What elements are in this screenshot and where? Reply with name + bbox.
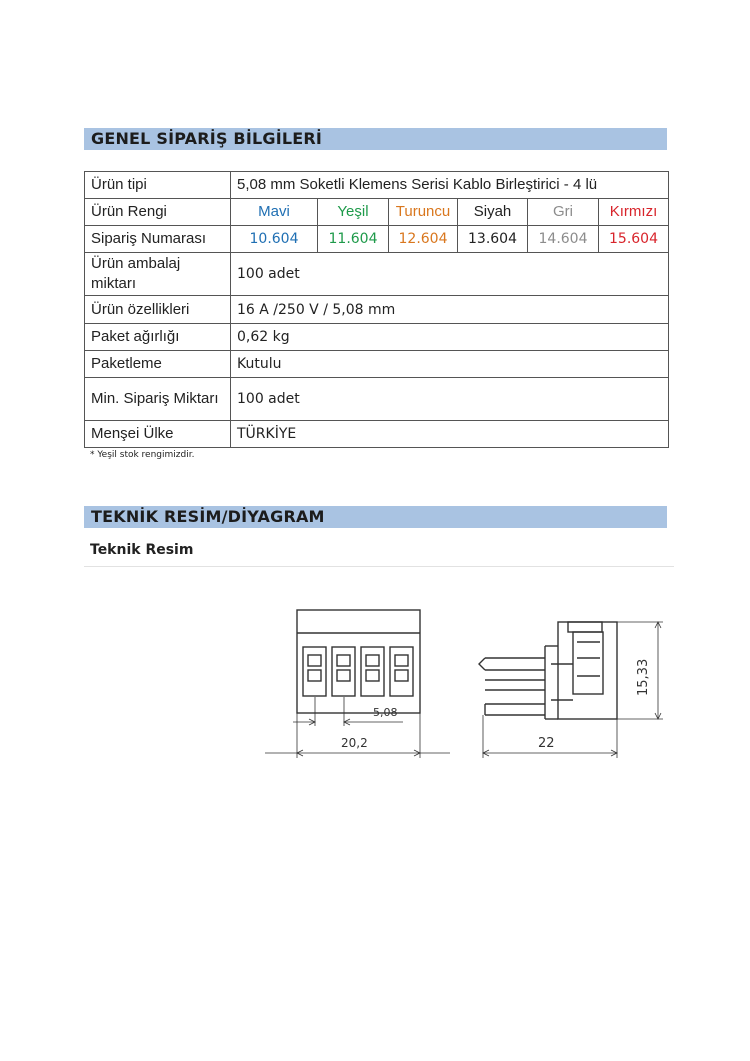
product-type-label: Ürün tipi <box>85 172 231 199</box>
packaging-qty-value: 100 adet <box>231 253 669 296</box>
code-kirmizi: 15.604 <box>599 226 669 253</box>
min-order-value: 100 adet <box>231 378 669 421</box>
pitch-dimension-label: 5,08 <box>373 706 398 719</box>
packaging-label: Paketleme <box>85 351 231 378</box>
table-row <box>85 226 669 253</box>
table-row <box>85 378 669 421</box>
technical-drawing-heading: TEKNİK RESİM/DİYAGRAM <box>84 506 667 528</box>
side-height-dimension-label: 15,33 <box>636 658 651 696</box>
general-info-heading: GENEL SİPARİŞ BİLGİLERİ <box>84 128 667 150</box>
code-siyah: 13.604 <box>458 226 528 253</box>
technical-drawing-subtitle: Teknik Resim <box>90 542 194 558</box>
order-number-label: Sipariş Numarası <box>85 226 231 253</box>
packaging-value: Kutulu <box>231 351 669 378</box>
color-mavi: Mavi <box>231 199 318 226</box>
table-row <box>85 351 669 378</box>
table-row <box>85 296 669 324</box>
stock-color-footnote: * Yeşil stok rengimizdir. <box>90 450 195 460</box>
order-info-table <box>84 171 669 448</box>
table-row <box>85 253 669 296</box>
table-row <box>85 421 669 448</box>
color-kirmizi: Kırmızı <box>599 199 669 226</box>
terminal-cavities <box>303 647 413 696</box>
color-gri: Gri <box>528 199 599 226</box>
table-row <box>85 199 669 226</box>
code-mavi: 10.604 <box>231 226 318 253</box>
color-siyah: Siyah <box>458 199 528 226</box>
table-row <box>85 324 669 351</box>
min-order-label: Min. Sipariş Miktarı <box>85 378 231 421</box>
code-turuncu: 12.604 <box>389 226 458 253</box>
color-yesil: Yeşil <box>318 199 389 226</box>
product-type-value: 5,08 mm Soketli Klemens Serisi Kablo Birleştirici - 4 lü <box>231 172 669 199</box>
package-weight-value: 0,62 kg <box>231 324 669 351</box>
table-row <box>85 172 669 199</box>
features-label: Ürün özellikleri <box>85 296 231 324</box>
product-color-label: Ürün Rengi <box>85 199 231 226</box>
color-turuncu: Turuncu <box>389 199 458 226</box>
origin-label: Menşei Ülke <box>85 421 231 448</box>
packaging-qty-label: Ürün ambalaj miktarı <box>85 253 231 296</box>
side-width-dimension-label: 22 <box>538 736 555 751</box>
package-weight-label: Paket ağırlığı <box>85 324 231 351</box>
front-width-dimension-label: 20,2 <box>341 736 368 750</box>
features-value: 16 A /250 V / 5,08 mm <box>231 296 669 324</box>
origin-value: TÜRKİYE <box>231 421 669 448</box>
code-gri: 14.604 <box>528 226 599 253</box>
technical-drawing <box>255 600 675 765</box>
code-yesil: 11.604 <box>318 226 389 253</box>
subtitle-divider <box>84 566 674 567</box>
